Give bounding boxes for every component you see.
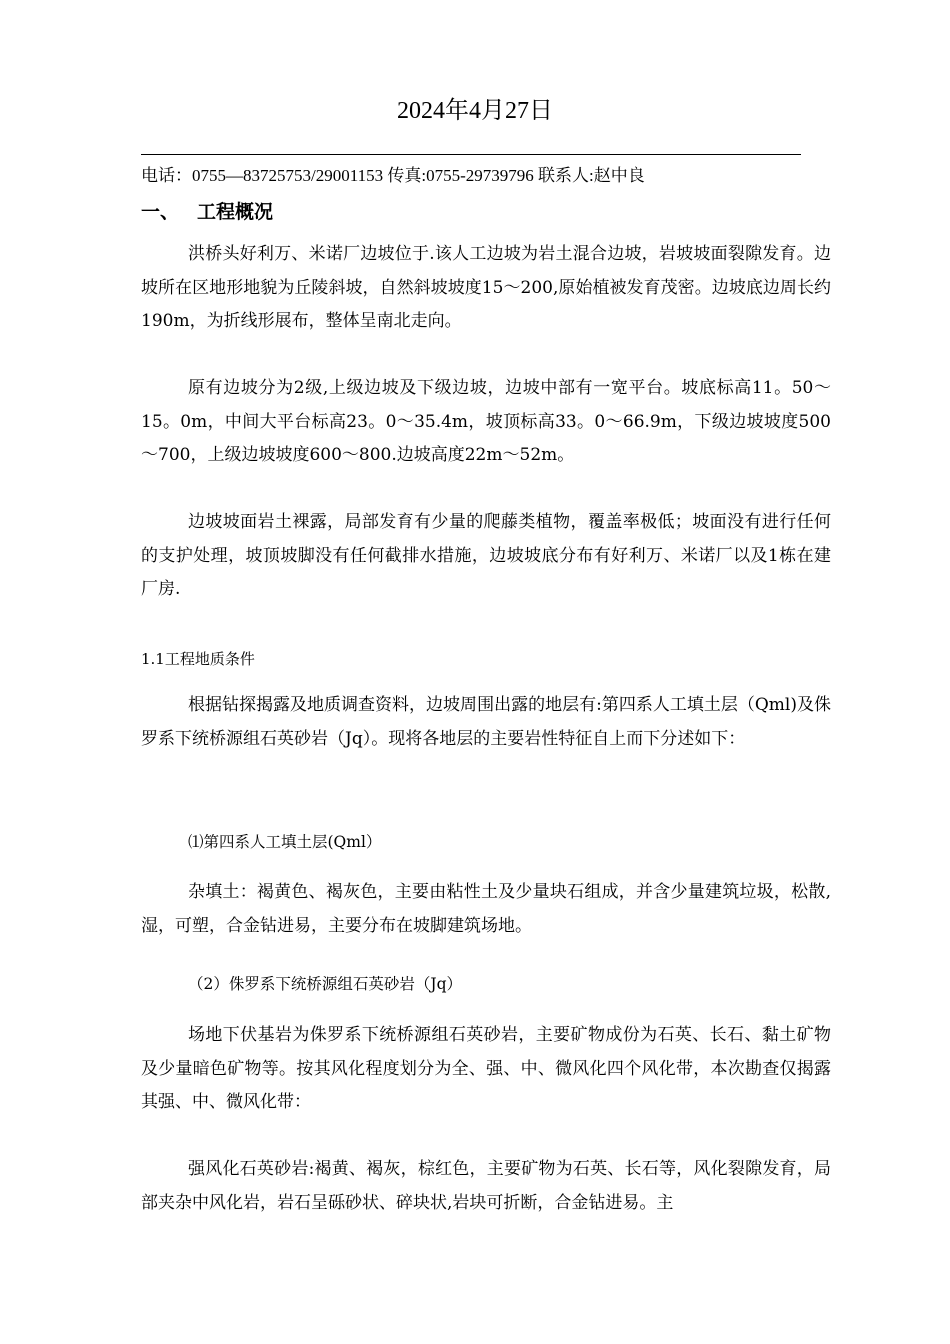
paragraph-slope-levels: 原有边坡分为2级,上级边坡及下级边坡，边坡中部有一宽平台。坡底标高11。50～15。0m，中间大平台标高23。0～35.4m，坡顶标高33。0～66.9m，下级边坡坡度500～700，上级边坡坡度600～800.边坡高度22m～52m。 [141, 378, 831, 465]
subsection-title: 1.1工程地质条件 [141, 650, 255, 668]
paragraph-strong-weathered: 强风化石英砂岩:褐黄、褐灰，棕红色，主要矿物为石英、长石等，风化裂隙发育，局部夹杂中风化岩，岩石呈砾砂状、碎块状,岩块可折断，合金钻进易。主 [141, 1159, 831, 1213]
section-number: 一、 [141, 201, 180, 223]
paragraph-slope-location: 洪桥头好利万、米诺厂边坡位于.该人工边坡为岩土混合边坡，岩坡坡面裂隙发育。边坡所在区地形地貌为丘陵斜坡，自然斜坡坡度15～200,原始植被发育茂密。边坡底边周长约190m，为折线形展布，整体呈南北走向。 [141, 244, 831, 331]
paragraph-strata-intro: 根据钻探揭露及地质调查资料，边坡周围出露的地层有:第四系人工填土层（Qml)及侏罗系下统桥源组石英砂岩（Jq）。现将各地层的主要岩性特征自上而下分述如下： [141, 695, 831, 749]
layer1-title: ⑴第四系人工填土层(Qml） [188, 833, 382, 851]
document-date: 2024年4月27日 [397, 98, 553, 124]
header-divider [141, 154, 801, 155]
layer2-title: （2）侏罗系下统桥源组石英砂岩（Jq） [188, 975, 462, 993]
section-title: 工程概况 [197, 201, 274, 223]
paragraph-slope-surface: 边坡坡面岩土裸露，局部发育有少量的爬藤类植物，覆盖率极低；坡面没有进行任何的支护处理，坡顶坡脚没有任何截排水措施，边坡坡底分布有好利万、米诺厂以及1栋在建厂房. [141, 512, 831, 599]
contact-line: 电话：0755—83725753/29001153 传真:0755-29739796 联系人:赵中良 [141, 166, 645, 185]
section-heading [141, 197, 273, 227]
paragraph-bedrock: 场地下伏基岩为侏罗系下统桥源组石英砂岩，主要矿物成份为石英、长石、黏土矿物及少量暗色矿物等。按其风化程度划分为全、强、中、微风化四个风化带，本次勘查仅揭露其强、中、微风化带： [141, 1025, 831, 1112]
paragraph-fill-soil: 杂填土：褐黄色、褐灰色，主要由粘性土及少量块石组成，并含少量建筑垃圾，松散,湿，可塑，合金钻进易，主要分布在坡脚建筑场地。 [141, 882, 831, 936]
